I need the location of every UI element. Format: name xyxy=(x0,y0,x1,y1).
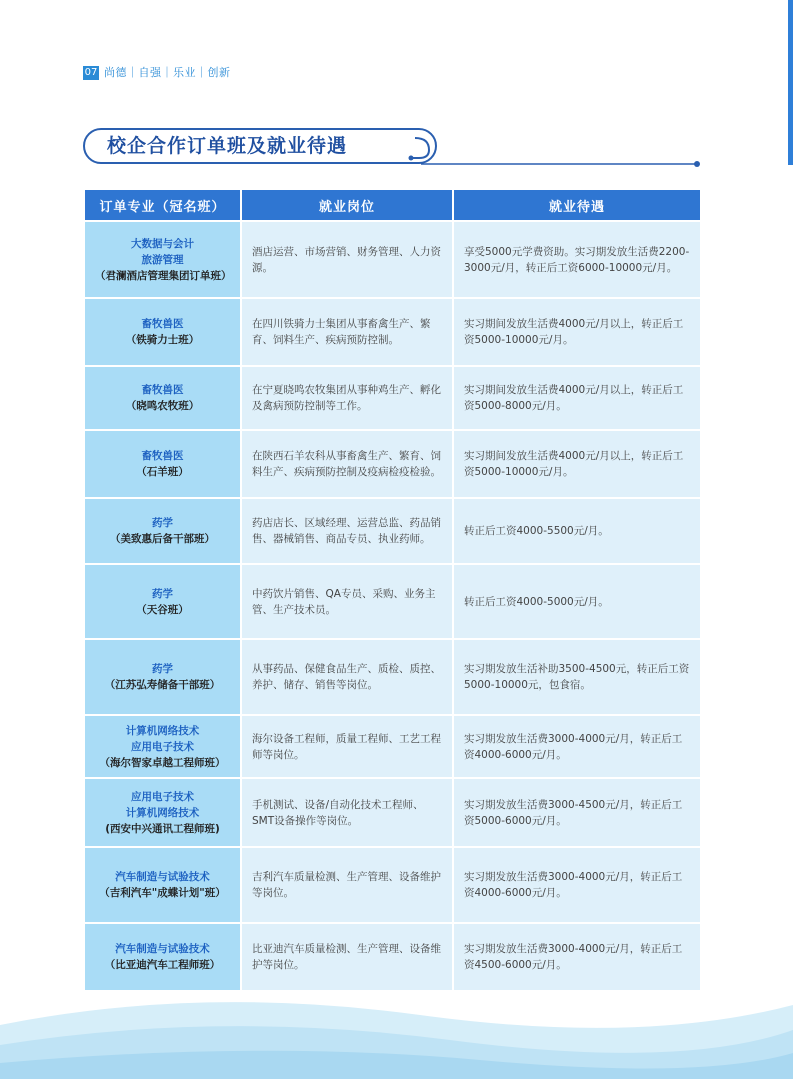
title-tail-decoration xyxy=(407,128,707,168)
class-name: （天谷班） xyxy=(136,603,189,616)
major-cell xyxy=(84,221,241,298)
major-cell xyxy=(84,778,241,847)
class-name: （石羊班） xyxy=(136,466,189,478)
positions-cell: 在陕西石羊农科从事畜禽生产、繁育、饲料生产、疾病预防控制及疫病检疫检验。 xyxy=(241,430,453,498)
table-row xyxy=(84,564,701,639)
table-row xyxy=(84,430,701,498)
major-cell xyxy=(84,639,241,715)
major-name: 大数据与会计 xyxy=(131,237,194,250)
major-name: 药学 xyxy=(152,663,173,675)
major-cell xyxy=(84,923,241,991)
class-name: （吉利汽车"成蝶计划"班） xyxy=(99,887,226,899)
benefits-cell: 转正后工资4000-5500元/月。 xyxy=(453,498,701,564)
major-name: 畜牧兽医 xyxy=(141,450,184,462)
table-row xyxy=(84,639,701,715)
table-row xyxy=(84,715,701,778)
positions-cell: 吉利汽车质量检测、生产管理、设备维护等岗位。 xyxy=(241,847,453,923)
major-cell xyxy=(84,715,241,778)
motto: 尚德｜自强｜乐业｜创新 xyxy=(104,66,231,79)
major-cell xyxy=(84,498,241,564)
major-name: 汽车制造与试验技术 xyxy=(115,871,210,883)
class-name: （晓鸣农牧班） xyxy=(125,400,200,412)
right-edge-bar xyxy=(788,0,793,165)
major-name: 旅游管理 xyxy=(141,253,184,266)
major-name: 应用电子技术 xyxy=(131,740,194,753)
table-row xyxy=(84,221,701,298)
header-positions: 就业岗位 xyxy=(241,189,453,221)
section-title xyxy=(83,128,703,168)
class-name: （铁骑力士班） xyxy=(125,334,200,346)
major-name: 畜牧兽医 xyxy=(141,384,184,396)
class-name: （比亚迪汽车工程师班） xyxy=(104,959,221,971)
benefits-cell: 享受5000元学费资助。实习期发放生活费2200-3000元/月，转正后工资6000-10000元/月。 xyxy=(453,221,701,298)
class-name: （君澜酒店管理集团订单班） xyxy=(95,269,232,282)
table-row xyxy=(84,498,701,564)
benefits-cell: 实习期发放生活费3000-4500元/月，转正后工资5000-6000元/月。 xyxy=(453,778,701,847)
major-name: 汽车制造与试验技术 xyxy=(115,943,210,955)
benefits-cell: 实习期发放生活费3000-4000元/月，转正后工资4000-6000元/月。 xyxy=(453,715,701,778)
positions-cell: 药店店长、区域经理、运营总监、药品销售、器械销售、商品专员、执业药师。 xyxy=(241,498,453,564)
benefits-cell: 实习期间发放生活费4000元/月以上，转正后工资5000-10000元/月。 xyxy=(453,430,701,498)
header-benefits: 就业待遇 xyxy=(453,189,701,221)
positions-cell: 在四川铁骑力士集团从事畜禽生产、繁育、饲料生产、疾病预防控制。 xyxy=(241,298,453,366)
table-header-row xyxy=(84,189,701,221)
positions-cell: 比亚迪汽车质量检测、生产管理、设备维护等岗位。 xyxy=(241,923,453,991)
benefits-cell: 实习期发放生活费3000-4000元/月，转正后工资4000-6000元/月。 xyxy=(453,847,701,923)
table-row xyxy=(84,778,701,847)
class-name: （美致惠后备干部班） xyxy=(110,533,215,545)
page-title: 校企合作订单班及就业待遇 xyxy=(107,135,348,157)
positions-cell: 手机测试、设备/自动化技术工程师、SMT设备操作等岗位。 xyxy=(241,778,453,847)
major-name: 应用电子技术 xyxy=(131,790,194,803)
positions-cell: 中药饮片销售、QA专员、采购、业务主管、生产技术员。 xyxy=(241,564,453,639)
header-major: 订单专业（冠名班） xyxy=(84,189,241,221)
major-name: 药学 xyxy=(152,587,173,600)
benefits-cell: 实习期间发放生活费4000元/月以上，转正后工资5000-8000元/月。 xyxy=(453,366,701,430)
major-name: 畜牧兽医 xyxy=(141,318,184,330)
positions-cell: 海尔设备工程师，质量工程师、工艺工程师等岗位。 xyxy=(241,715,453,778)
class-name: （海尔智家卓越工程师班） xyxy=(99,756,226,769)
table-row xyxy=(84,366,701,430)
table-row xyxy=(84,847,701,923)
major-name: 计算机网络技术 xyxy=(125,724,200,737)
major-cell xyxy=(84,430,241,498)
benefits-cell: 实习期发放生活费3000-4000元/月，转正后工资4500-6000元/月。 xyxy=(453,923,701,991)
positions-cell: 从事药品、保健食品生产、质检、质控、养护、储存、销售等岗位。 xyxy=(241,639,453,715)
order-class-table xyxy=(83,188,702,992)
class-name: (西安中兴通讯工程师班) xyxy=(105,822,220,835)
benefits-cell: 转正后工资4000-5000元/月。 xyxy=(453,564,701,639)
major-name: 计算机网络技术 xyxy=(125,806,200,819)
table-row xyxy=(84,298,701,366)
major-cell xyxy=(84,564,241,639)
benefits-cell: 实习期发放生活补助3500-4500元，转正后工资5000-10000元，包食宿。 xyxy=(453,639,701,715)
benefits-cell: 实习期间发放生活费4000元/月以上，转正后工资5000-10000元/月。 xyxy=(453,298,701,366)
class-name: （江苏弘寿储备干部班） xyxy=(104,679,221,691)
major-name: 药学 xyxy=(152,517,173,529)
table-row xyxy=(84,923,701,991)
major-cell xyxy=(84,847,241,923)
major-cell xyxy=(84,366,241,430)
positions-cell: 酒店运营、市场营销、财务管理、人力资源。 xyxy=(241,221,453,298)
positions-cell: 在宁夏晓鸣农牧集团从事种鸡生产、孵化及禽病预防控制等工作。 xyxy=(241,366,453,430)
major-cell xyxy=(84,298,241,366)
bottom-wave-decoration xyxy=(0,985,793,1079)
page-number: 07 xyxy=(84,67,98,78)
